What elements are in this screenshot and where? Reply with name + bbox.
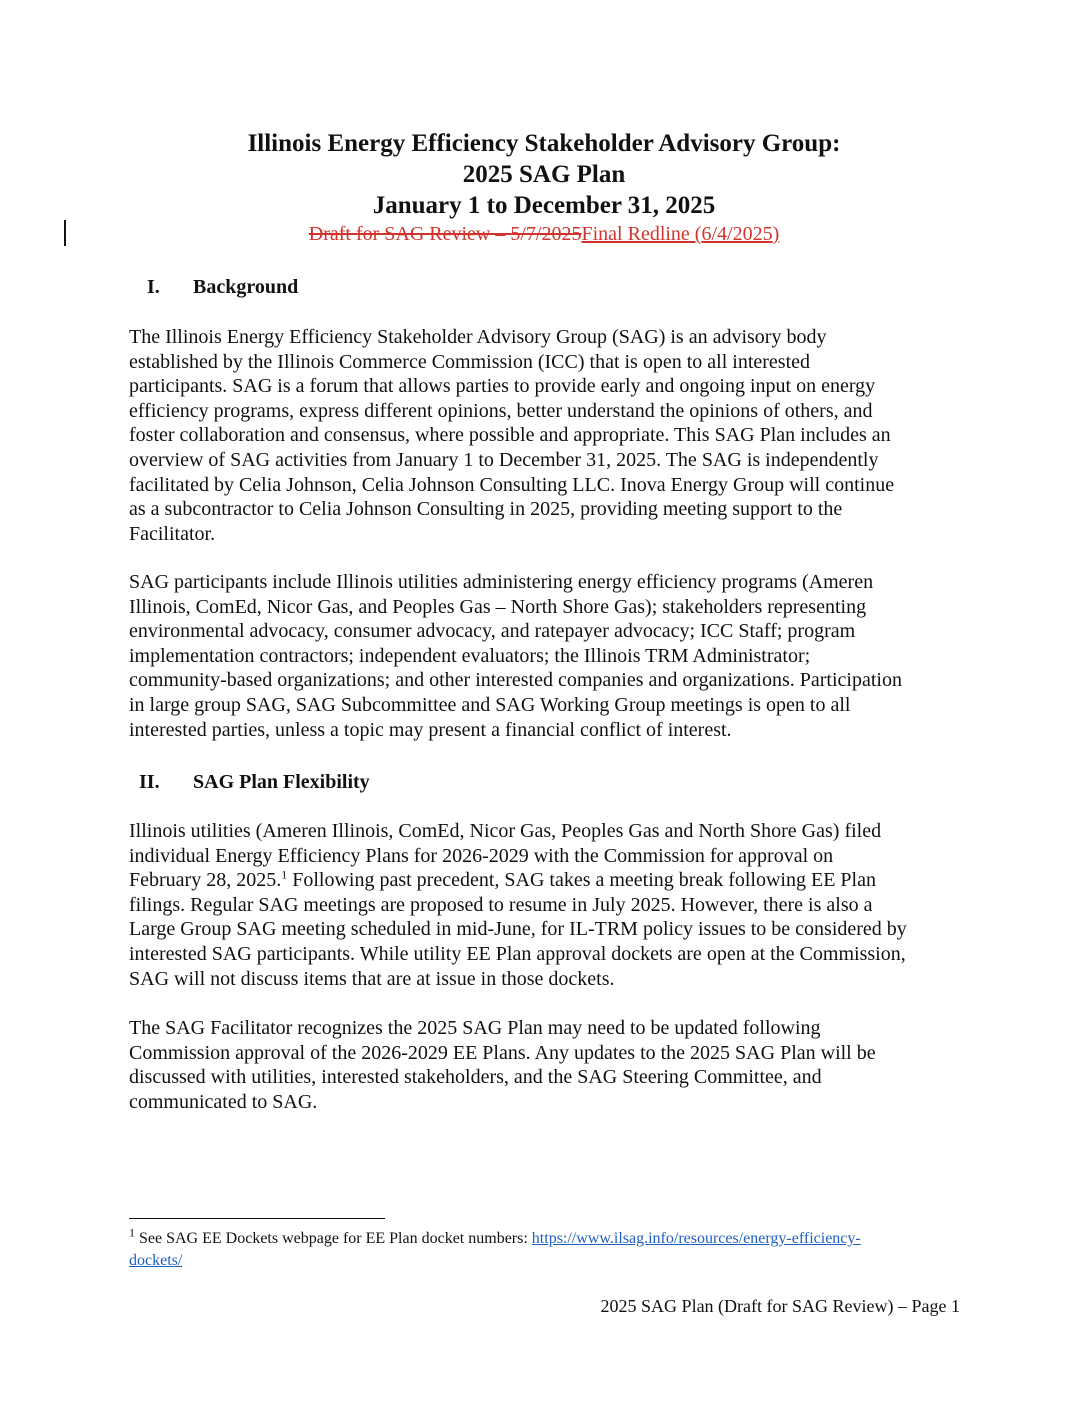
- text-line: foster collaboration and consensus, where possible and appropriate. This SAG Plan includes an: [129, 424, 891, 447]
- text-line: interested parties, unless a topic may present a financial conflict of interest.: [129, 718, 732, 741]
- text-line: efficiency programs, express different opinions, better understand the opinions of others, and: [129, 399, 873, 422]
- text-line: overview of SAG activities from January 1 to December 31, 2025. The SAG is independently: [129, 448, 879, 471]
- text-line: SAG will not discuss items that are at issue in those dockets.: [129, 967, 615, 990]
- paragraph-background-1: [129, 325, 969, 546]
- text-line: as a subcontractor to Celia Johnson Consulting in 2025, providing meeting support to the: [129, 498, 843, 521]
- text-line: The Illinois Energy Efficiency Stakeholder Advisory Group (SAG) is an advisory body: [129, 326, 827, 348]
- text-fragment: February 28, 2025.: [129, 869, 282, 892]
- link-text[interactable]: https://www.ilsag.info/resources/energy-efficiency-: [531, 1230, 861, 1247]
- text-line: Commission approval of the 2026-2029 EE Plans. Any updates to the 2025 SAG Plan will be: [129, 1041, 876, 1064]
- footnote-reference[interactable]: 1: [281, 867, 288, 882]
- text-line: individual Energy Efficiency Plans for 2026-2029 with the Commission for approval on: [129, 844, 834, 867]
- deleted-text: Draft for SAG Review – 5/7/2025: [308, 223, 582, 245]
- text-line: communicated to SAG.: [129, 1090, 318, 1113]
- link-text[interactable]: dockets/: [129, 1252, 183, 1269]
- text-line: SAG participants include Illinois utilities administering energy efficiency programs (Ameren: [129, 571, 874, 593]
- text-line: discussed with utilities, interested stakeholders, and the SAG Steering Committee, and: [129, 1066, 822, 1089]
- paragraph-flexibility-1: [129, 819, 969, 991]
- text-line: environmental advocacy, consumer advocacy, and ratepayer advocacy; ICC Staff; program: [129, 620, 856, 643]
- document-subtitle: 2025 SAG Plan: [462, 161, 626, 188]
- section-number: I.: [147, 276, 160, 298]
- section-title: Background: [193, 276, 299, 298]
- change-bar: [64, 220, 66, 246]
- text-line: in large group SAG, SAG Subcommittee and SAG Working Group meetings is open to all: [129, 693, 851, 716]
- page-footer: 2025 SAG Plan (Draft for SAG Review) – Page 1: [600, 1296, 960, 1316]
- section-title: SAG Plan Flexibility: [193, 771, 370, 793]
- text-line: Large Group SAG meeting scheduled in mid-June, for IL-TRM policy issues to be considered by: [129, 918, 907, 941]
- title-block: [0, 128, 1088, 247]
- footnote: [129, 1225, 969, 1272]
- text-line: Illinois utilities (Ameren Illinois, ComEd, Nicor Gas, Peoples Gas and North Shore Gas) filed: [129, 820, 882, 842]
- text-line: community-based organizations; and other interested companies and organizations. Participation: [129, 669, 902, 692]
- inserted-text: Final Redline (6/4/2025): [581, 223, 780, 245]
- text-line: participants. SAG is a forum that allows parties to provide early and ongoing input on energy: [129, 375, 876, 398]
- text-fragment: Following past precedent, SAG takes a meeting break following EE Plan: [287, 869, 876, 892]
- text-line: implementation contractors; independent evaluators; the Illinois TRM Administrator;: [129, 644, 811, 667]
- paragraph-background-2: [129, 570, 969, 742]
- document-title: Illinois Energy Efficiency Stakeholder Advisory Group:: [247, 130, 841, 157]
- text-line: filings. Regular SAG meetings are proposed to resume in July 2025. However, there is also a: [129, 893, 873, 916]
- footnote-text: See SAG EE Dockets webpage for EE Plan docket numbers:: [135, 1230, 532, 1247]
- text-line: established by the Illinois Commerce Commission (ICC) that is open to all interested: [129, 350, 811, 373]
- text-line: interested SAG participants. While utility EE Plan approval dockets are open at the Commission,: [129, 942, 906, 965]
- text-line: [129, 868, 969, 893]
- paragraph-flexibility-2: [129, 1016, 969, 1114]
- text-line: facilitated by Celia Johnson, Celia Johnson Consulting LLC. Inova Energy Group will continue: [129, 473, 895, 496]
- redline-status: [0, 221, 1088, 247]
- text-line: Facilitator.: [129, 522, 216, 545]
- footnote-number: 1: [129, 1225, 135, 1240]
- text-line: Illinois, ComEd, Nicor Gas, and Peoples Gas – North Shore Gas); stakeholders representing: [129, 595, 867, 618]
- section-number: II.: [139, 771, 160, 793]
- document-date-range: January 1 to December 31, 2025: [372, 192, 716, 219]
- text-line: The SAG Facilitator recognizes the 2025 SAG Plan may need to be updated following: [129, 1017, 821, 1039]
- footnote-separator: [129, 1218, 385, 1219]
